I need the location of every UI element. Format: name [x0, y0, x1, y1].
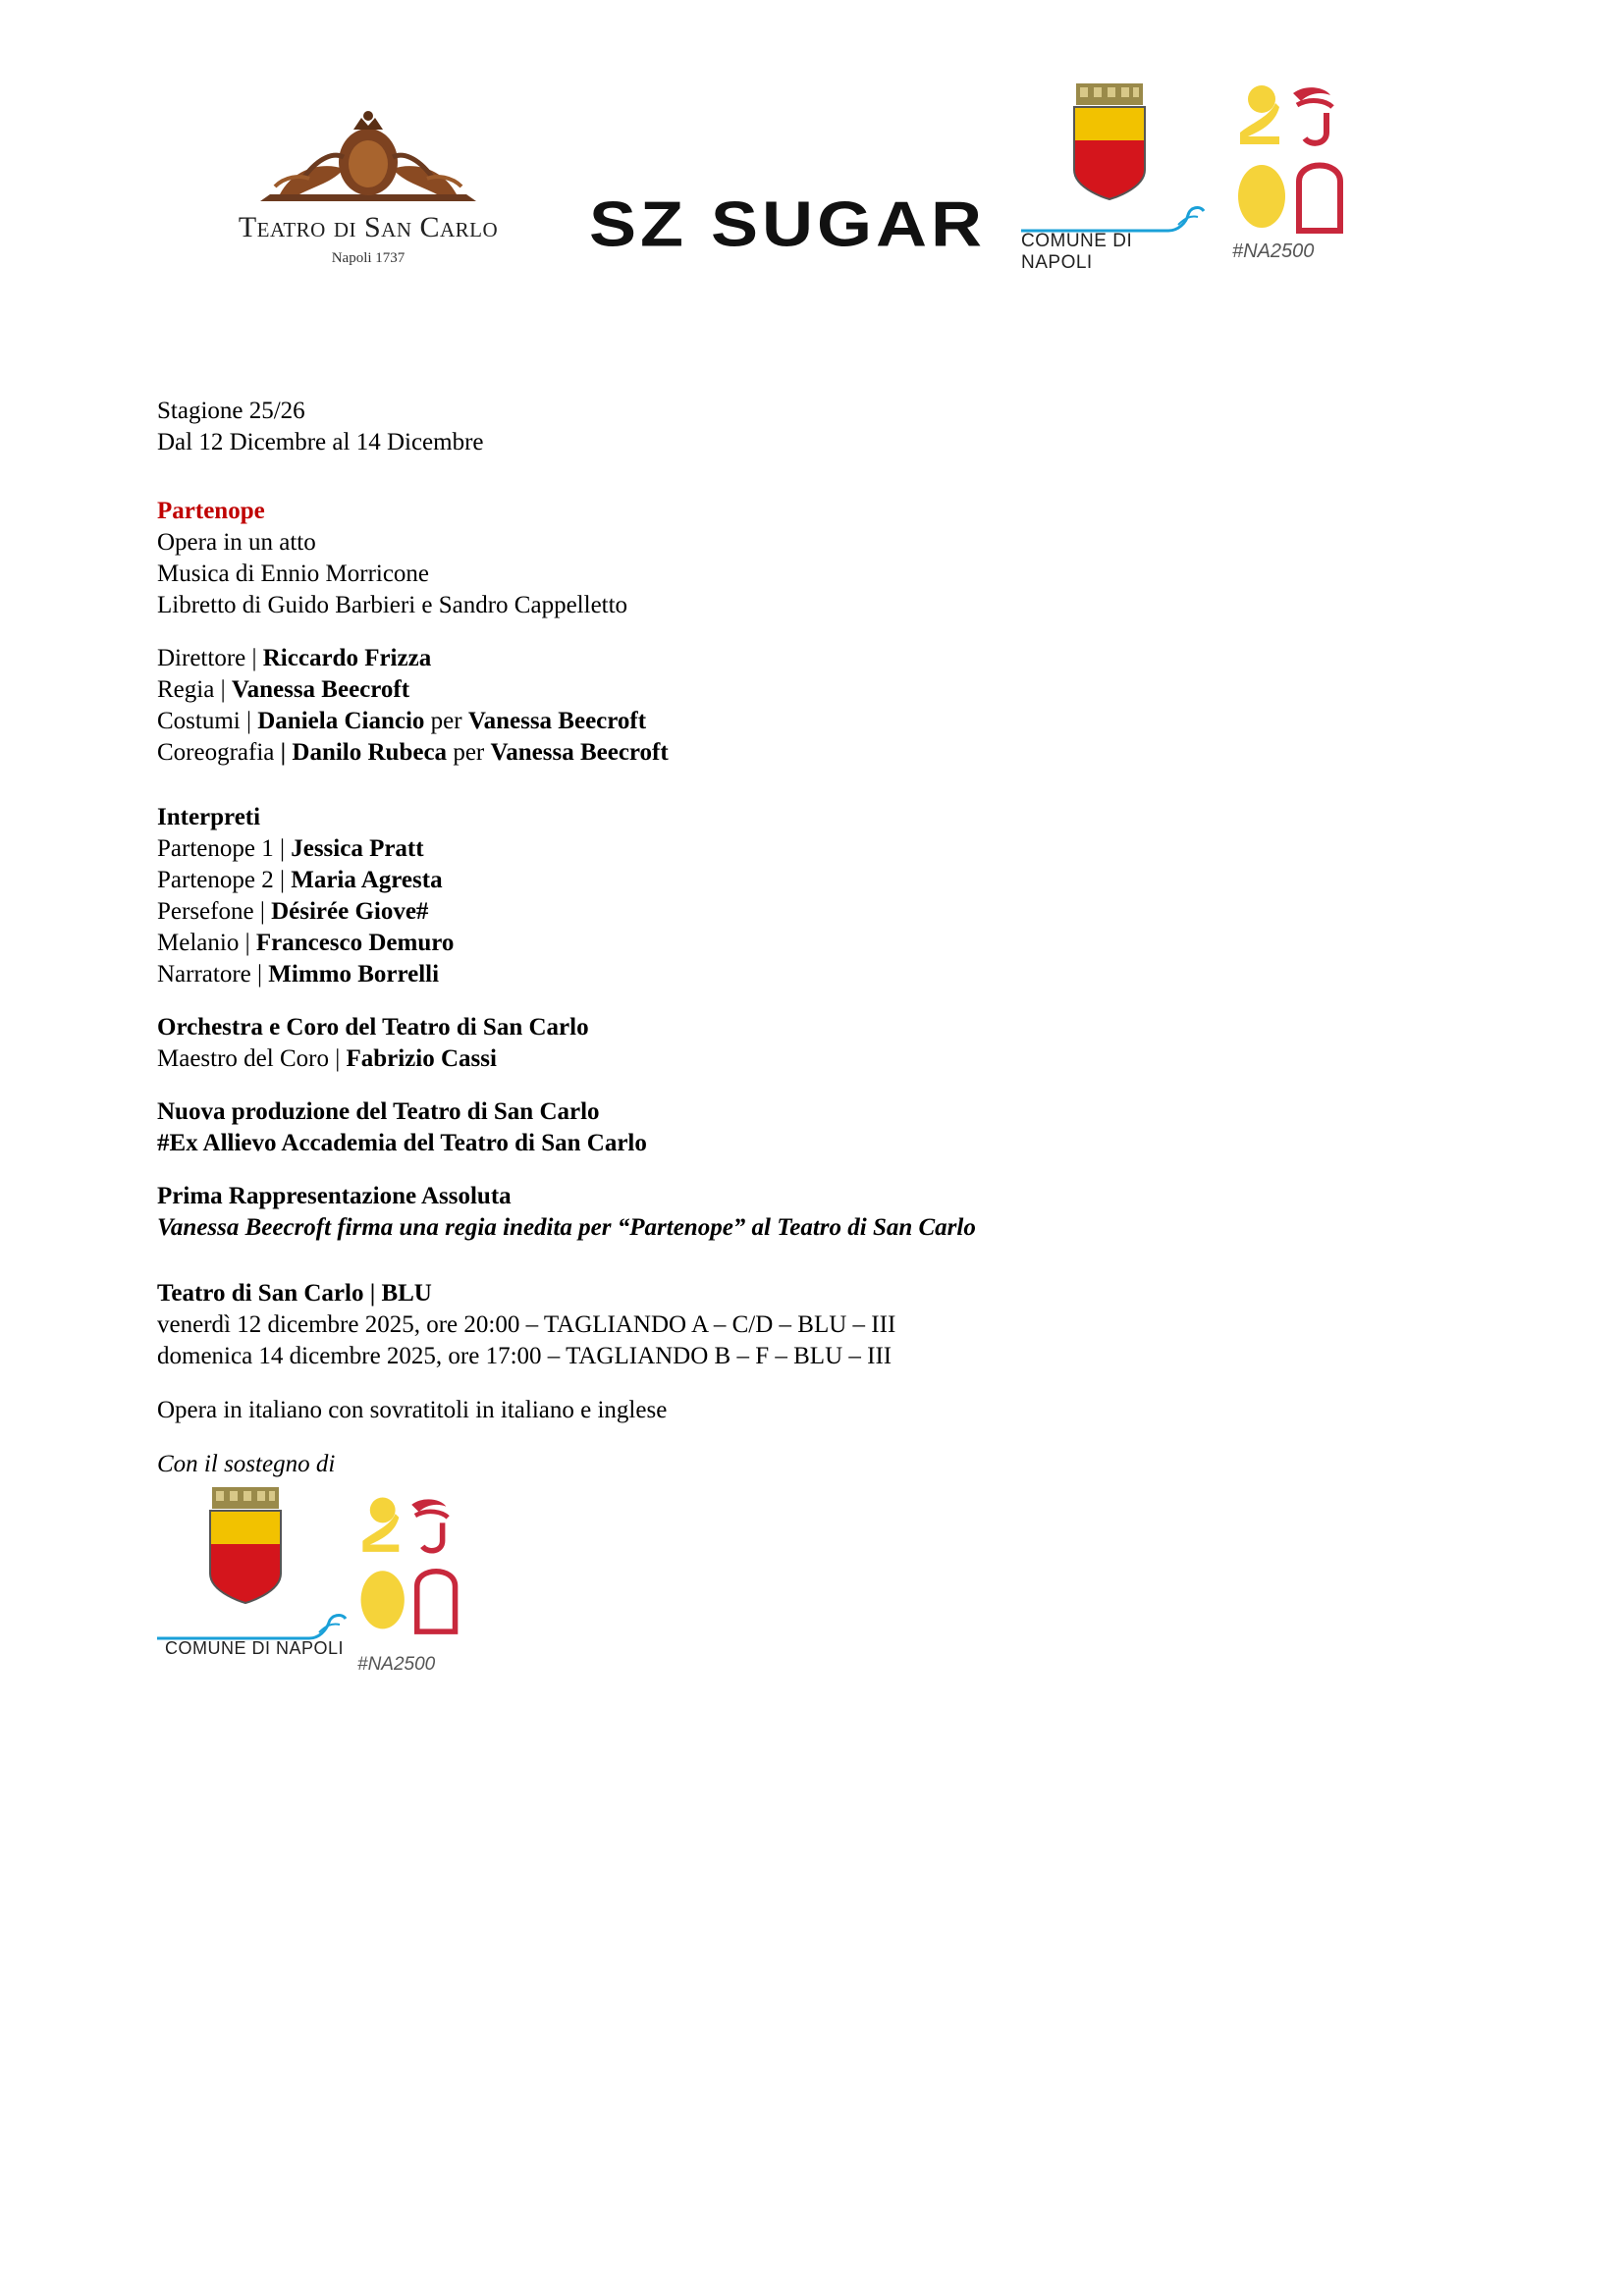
credit-name2: Vanessa Beecroft — [467, 708, 647, 734]
credit-director — [157, 643, 431, 674]
cast-name: Maria Agresta — [291, 867, 443, 893]
comune-label: COMUNE DI NAPOLI — [165, 1638, 345, 1658]
na2500-mark-icon — [355, 1487, 473, 1649]
credit-name: Riccardo Frizza — [262, 645, 432, 671]
production-line: Nuova produzione del Teatro di San Carlo — [157, 1098, 600, 1125]
teatro-name: Teatro di San Carlo — [238, 211, 499, 243]
premiere-note: Vanessa Beecroft firma una regia inedita per “Partenope” al Teatro di San Carlo — [157, 1214, 976, 1241]
na2500-label: #NA2500 — [1232, 240, 1315, 262]
cast-name: Désirée Giove# — [271, 898, 429, 925]
comune-napoli-logo-small — [157, 1487, 353, 1664]
opera-type: Opera in un atto — [157, 529, 316, 556]
credit-name: | Danilo Rubeca — [280, 739, 448, 766]
venue-heading: Teatro di San Carlo | BLU — [157, 1280, 432, 1307]
chorus-master — [157, 1043, 497, 1075]
credit-costumi — [157, 706, 646, 737]
cast-role: Melanio | — [157, 930, 256, 956]
opera-title: Partenope — [157, 498, 265, 524]
orchestra-heading: Orchestra e Coro del Teatro di San Carlo — [157, 1014, 589, 1041]
cast-row — [157, 865, 443, 896]
support-label: Con il sostegno di — [157, 1451, 336, 1477]
premiere-heading: Prima Rappresentazione Assoluta — [157, 1183, 512, 1209]
sz-sugar-logo: SZ SUGAR — [589, 189, 987, 260]
credit-role: Direttore | — [157, 645, 263, 671]
cast-row — [157, 959, 439, 990]
credit-role: Coreografia — [157, 739, 281, 766]
credit-name: Daniela Ciancio — [257, 708, 425, 734]
credit-mid: per — [447, 739, 491, 766]
na2500-label: #NA2500 — [357, 1654, 436, 1675]
cast-name: Francesco Demuro — [255, 930, 455, 956]
credit-role: Costumi | — [157, 708, 258, 734]
season-dates: Dal 12 Dicembre al 14 Dicembre — [157, 429, 484, 455]
na2500-mark-icon — [1232, 83, 1360, 240]
performance-date: domenica 14 dicembre 2025, ore 17:00 – TAGLIANDO B – F – BLU – III — [157, 1343, 893, 1369]
cast-role: Partenope 2 | — [157, 867, 292, 893]
credit-regia — [157, 674, 409, 706]
na2500-logo — [1232, 83, 1360, 270]
cast-name: Mimmo Borrelli — [268, 961, 440, 988]
cast-role: Narratore | — [157, 961, 269, 988]
cast-role: Partenope 1 | — [157, 835, 292, 862]
credit-role: Regia | — [157, 676, 232, 703]
credit-coreografia — [157, 737, 669, 769]
teatro-crest-icon — [206, 108, 530, 206]
napoli-crest-icon — [206, 1487, 285, 1605]
comune-label: COMUNE DI NAPOLI — [1021, 231, 1133, 273]
performance-date: venerdì 12 dicembre 2025, ore 20:00 – TAGLIANDO A – C/D – BLU – III — [157, 1311, 896, 1338]
credit-name: Vanessa Beecroft — [231, 676, 410, 703]
season-line: Stagione 25/26 — [157, 398, 305, 424]
opera-music: Musica di Ennio Morricone — [157, 561, 430, 587]
napoli-crest-icon — [1070, 83, 1149, 201]
academy-note: #Ex Allievo Accademia del Teatro di San Carlo — [157, 1130, 647, 1156]
chorus-name: Fabrizio Cassi — [346, 1045, 497, 1072]
credit-name2: Vanessa Beecroft — [490, 739, 669, 766]
cast-row — [157, 833, 424, 865]
teatro-sub: Napoli 1737 — [331, 250, 406, 266]
teatro-san-carlo-logo — [206, 108, 530, 275]
opera-libretto: Libretto di Guido Barbieri e Sandro Cappelletto — [157, 592, 628, 618]
cast-name: Jessica Pratt — [291, 835, 424, 862]
na2500-logo-small — [355, 1487, 473, 1683]
chorus-role: Maestro del Coro | — [157, 1045, 347, 1072]
surtitles-note: Opera in italiano con sovratitoli in italiano e inglese — [157, 1397, 668, 1423]
interpreti-heading: Interpreti — [157, 804, 261, 830]
cast-role: Persefone | — [157, 898, 272, 925]
cast-row — [157, 928, 454, 959]
comune-napoli-logo — [1021, 83, 1208, 273]
cast-row — [157, 896, 428, 928]
credit-mid: per — [424, 708, 468, 734]
